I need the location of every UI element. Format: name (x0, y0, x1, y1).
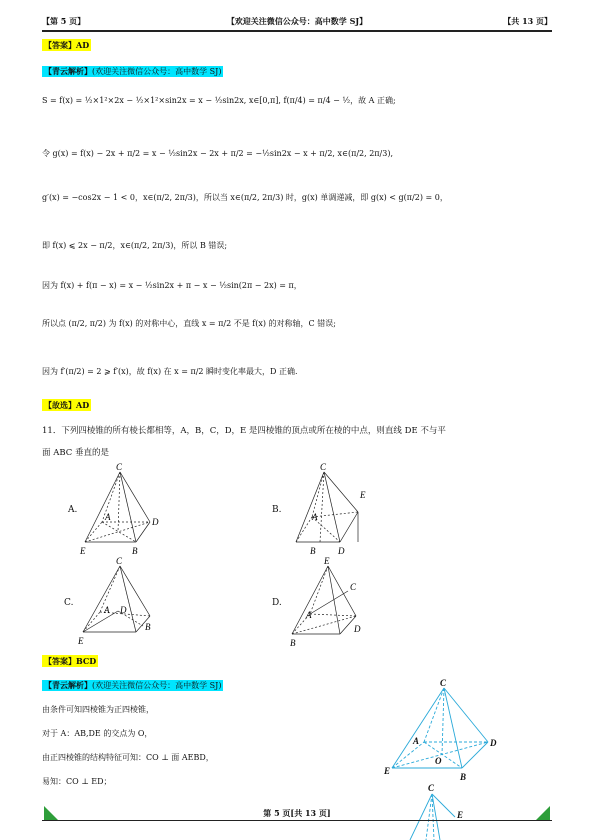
svg-text:B: B (132, 546, 138, 556)
svg-text:D: D (490, 738, 497, 748)
svg-text:A: A (104, 605, 110, 615)
analysis-tag-2: 【青云解析】(欢迎关注微信公众号：高中数学 SJ) (44, 680, 222, 690)
page-header (42, 14, 552, 28)
solution-line-7: 因为 f′(π/2) = 2 ⩾ f′(x)，故 f(x) 在 x = π/2 瞬时变化率最大，D 正确. (42, 367, 298, 376)
solution-line-3: g′(x) = −cos2x − 1 < 0，x∈(π/2, 2π/3)，所以当 x∈(π/2, 2π/3) 时，g(x) 单调递减，即 g(x) < g(π/2) = 0， (42, 193, 448, 202)
svg-text:C: C (428, 783, 435, 793)
svg-text:A: A (105, 512, 111, 522)
svg-text:D: D (152, 517, 159, 527)
svg-text:A: A (312, 512, 318, 522)
proof-line-2: 对于 A：AB,DE 的交点为 O， (42, 729, 153, 738)
svg-text:B: B (145, 622, 151, 632)
choice-line-1 (42, 400, 91, 411)
svg-text:B: B (460, 772, 467, 782)
proof-line-3: 由正四棱锥的结构特征可知：CO ⊥ 面 AEBD， (42, 753, 214, 762)
left-corner-triangle (44, 806, 58, 820)
solution-line-1: S = f(x) = ½×1²×2x − ½×1²×sin2x = x − ½sin2x, x∈[0,π], f(π/4) = π/4 − ½，故 A 正确; (42, 96, 396, 105)
header-title: 【欢迎关注微信公众号：高中数学 SJ】 (226, 16, 368, 26)
svg-text:E: E (78, 636, 84, 646)
proof-line-4: 易知：CO ⊥ ED； (42, 777, 112, 786)
question-line-1: 11．下列四棱锥的所有棱长都相等，A，B，C，D，E 是四棱锥的顶点或所在棱的中点，则直线 DE 不与平 (42, 426, 446, 436)
svg-text:E: E (324, 556, 330, 566)
svg-text:C: C (320, 462, 327, 472)
answer-tag-2: 【答案】BCD (44, 656, 97, 666)
svg-text:C: C (116, 462, 123, 472)
solution-line-5: 因为 f(x) + f(π − x) = x − ½sin2x + π − x − ½sin(2π − 2x) = π， (42, 281, 302, 290)
svg-text:C: C (116, 556, 123, 566)
page-footer: 第 5 页[共 13 页] (263, 808, 331, 818)
svg-text:E: E (360, 490, 366, 500)
pyramid-figure-d (282, 556, 382, 648)
svg-text:A: A (306, 610, 312, 620)
svg-text:C: C (350, 582, 357, 592)
header-divider (42, 30, 552, 32)
page-number-left: 【第 5 页】 (42, 16, 86, 26)
svg-text:C: C (440, 678, 447, 688)
right-corner-triangle (536, 806, 550, 820)
svg-text:B: B (310, 546, 316, 556)
svg-text:B: B (290, 638, 296, 648)
analysis-tag: 【青云解析】(欢迎关注微信公众号：高中数学 SJ) (44, 66, 222, 76)
svg-text:E: E (457, 810, 464, 820)
svg-text:D: D (338, 546, 345, 556)
choice-tag: 【故选】AD (44, 400, 90, 410)
option-a-label: A. (68, 505, 78, 515)
question-line-2: 面 ABC 垂直的是 (42, 448, 109, 458)
svg-text:E: E (80, 546, 86, 556)
blue-pyramid-diagram (380, 676, 510, 786)
pyramid-figure-b (282, 462, 382, 557)
pyramid-figure-a (78, 462, 178, 557)
solution-line-2: 令 g(x) = f(x) − 2x + π/2 = x − ½sin2x − 2x + π/2 = −½sin2x − x + π/2, x∈(π/2, 2π/3), (42, 149, 393, 158)
solution-line-6: 所以点 (π/2, π/2) 为 f(x) 的对称中心，直线 x = π/2 不是 f(x) 的对称轴，C 错误; (42, 319, 336, 328)
svg-text:D: D (354, 624, 361, 634)
analysis-line-1 (42, 66, 223, 77)
option-c-label: C. (64, 598, 74, 608)
pyramid-figure-c (78, 556, 178, 648)
svg-text:A: A (413, 736, 420, 746)
svg-text:D: D (120, 605, 127, 615)
option-b-label: B. (272, 505, 282, 515)
option-d-label: D. (272, 598, 282, 608)
proof-line-1: 由条件可知四棱锥为正四棱锥， (42, 705, 154, 714)
analysis-line-2 (42, 680, 223, 691)
answer-line-2 (42, 656, 98, 667)
svg-text:O: O (435, 756, 442, 766)
svg-text:E: E (384, 766, 391, 776)
answer-line-1 (42, 40, 91, 51)
page-total-right: 【共 13 页】 (503, 16, 552, 26)
answer-tag: 【答案】AD (44, 40, 90, 50)
footer-divider (42, 820, 552, 821)
solution-line-4: 即 f(x) ⩽ 2x − π/2，x∈(π/2, 2π/3)，所以 B 错误; (42, 241, 228, 250)
